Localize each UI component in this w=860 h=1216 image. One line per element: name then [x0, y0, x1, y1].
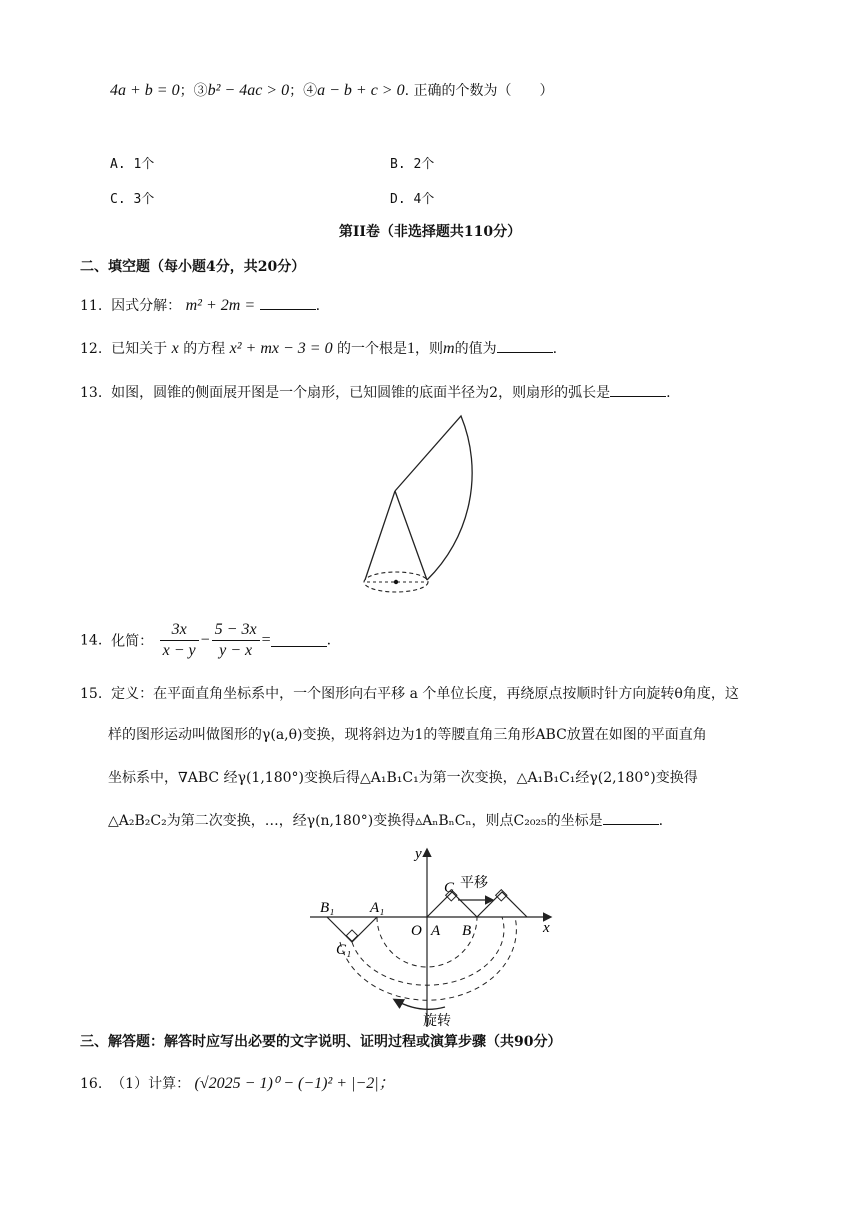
origin-label: O	[411, 923, 422, 939]
q11-number: 11.	[80, 298, 103, 314]
q14-fraction-2	[212, 621, 260, 660]
rotation-arrow	[395, 1000, 445, 1009]
point-c1-label: C₁	[336, 942, 352, 958]
q14-denominator-1: x − y	[162, 642, 196, 659]
q15-answer-blank[interactable]	[603, 812, 659, 825]
q12-text-b: 的方程	[183, 341, 226, 357]
condition-2: 4a + b = 0	[110, 82, 180, 99]
section-title: 第II卷（非选择题共110分）	[338, 224, 522, 240]
q14-number: 14.	[80, 632, 103, 649]
question-15-line-3: 坐标系中，∇ABC 经γ(1,180°)变换后得△A₁B₁C₁为第一次变换，△A₁B₁C₁经γ(2,180°)变换得	[108, 770, 698, 786]
point-b-label: B	[462, 923, 472, 939]
q14-text: 化简：	[111, 633, 154, 650]
condition-4: a − b + c > 0	[317, 82, 405, 99]
question-12: 12. 已知关于 x 的方程 x² + mx − 3 = 0 的一个根是1，则m的值为 .	[80, 340, 558, 357]
q12-answer-blank[interactable]	[497, 340, 553, 353]
q12-root: 1	[407, 340, 416, 357]
sep-4: ；④	[289, 83, 318, 99]
cone-sector-figure	[355, 408, 505, 600]
q14-answer-blank[interactable]	[271, 634, 327, 647]
q16-number: 16.	[80, 1076, 103, 1092]
question-15-line-1	[80, 683, 739, 703]
condition-3: b² − 4ac > 0	[207, 82, 290, 99]
option-c[interactable]: C. 3个	[110, 192, 155, 207]
q16-label: （1）计算：	[111, 1076, 191, 1092]
q16-expression: (√2025 − 1)⁰ − (−1)² + |−2|；	[194, 1075, 395, 1092]
question-15-line-2: 样的图形运动叫做图形的γ(a,θ)变换，现将斜边为1的等腰直角三角形ABC放置在如图的平面直角	[108, 727, 707, 743]
transform-figure	[300, 842, 560, 1032]
q12-text-a: 已知关于	[111, 341, 168, 357]
cone-base-center	[394, 580, 398, 584]
q11-text: 因式分解：	[111, 298, 182, 314]
q15-text-1: 定义：在平面直角坐标系中，一个图形向右平移 a 个单位长度，再绕原点按顺时针方向旋转θ角度，这	[111, 686, 739, 702]
option-d[interactable]: D. 4个	[390, 192, 435, 207]
q14-numerator-1: 3x	[160, 621, 199, 641]
top-condition-line	[110, 80, 554, 100]
q12-equation: x² + mx − 3 = 0	[229, 340, 333, 357]
q15-number: 15.	[80, 686, 103, 702]
point-a-label: A	[431, 923, 441, 939]
question-15-line-4: △A₂B₂C₂为第二次变换，…，经γ(n,180°)变换得▵AₙBₙCₙ，则点C₂₀₂₅的坐标是 .	[108, 813, 664, 829]
q13-number: 13.	[80, 385, 103, 401]
question-13: 13. 如图，圆锥的侧面展开图是一个扇形，已知圆锥的底面半径为2，则扇形的弧长是 .	[80, 385, 671, 401]
q12-number: 12.	[80, 341, 103, 357]
part3-heading: 三、解答题：解答时应写出必要的文字说明、证明过程或演算步骤（共90分）	[80, 1034, 562, 1050]
rotation-arc-mid	[352, 917, 504, 985]
question-16	[80, 1070, 395, 1093]
q11-expr: m² + 2m =	[185, 297, 256, 314]
shift-label: 平移	[460, 876, 488, 891]
q12-var-m: m	[443, 340, 455, 357]
point-b1-label: B₁	[320, 900, 335, 916]
question-11: 11. 因式分解： m² + 2m = .	[80, 297, 321, 314]
q12-text-d: ，则	[415, 341, 444, 357]
q13-answer-blank[interactable]	[610, 384, 666, 397]
part2-heading: 二、填空题（每小题4分，共20分）	[80, 259, 306, 275]
q11-answer-blank[interactable]	[260, 297, 316, 310]
q14-fraction-1	[160, 621, 199, 660]
question-tail: . 正确的个数为（ ）	[404, 83, 554, 99]
cone-left-side	[365, 491, 395, 580]
q12-text-c: 的一个根是	[337, 341, 408, 357]
y-axis-label: y	[415, 846, 422, 862]
right-angle-c1	[346, 930, 357, 941]
q12-var: x	[171, 340, 179, 357]
q12-text-e: 的值为	[454, 341, 497, 357]
q14-numerator-2: 5 − 3x	[212, 621, 260, 641]
option-a[interactable]: A. 1个	[110, 157, 155, 172]
option-b[interactable]: B. 2个	[390, 157, 435, 172]
q14-denominator-2: y − x	[219, 642, 253, 659]
sep-3: ；③	[179, 83, 208, 99]
q13-text: 如图，圆锥的侧面展开图是一个扇形，已知圆锥的底面半径为2，则扇形的弧长是	[111, 385, 611, 401]
point-c-label: C	[444, 880, 455, 896]
sector-outline	[395, 416, 472, 580]
question-14: 14. 化简： $\frac{3x}{x - y}$ − $\frac{5 - 3x}{y - x}$ = .	[80, 621, 332, 659]
x-axis-label: x	[543, 920, 550, 936]
point-a1-label: A₁	[370, 900, 385, 916]
rotate-label: 旋转	[423, 1014, 451, 1029]
rotation-arc-outer	[340, 917, 516, 1000]
cone-right-side	[395, 491, 427, 580]
q15-text-4: △A₂B₂C₂为第二次变换，…，经γ(n,180°)变换得▵AₙBₙCₙ，则点C₂₀₂₅的坐标是	[108, 813, 603, 829]
translated-triangle	[477, 892, 527, 917]
